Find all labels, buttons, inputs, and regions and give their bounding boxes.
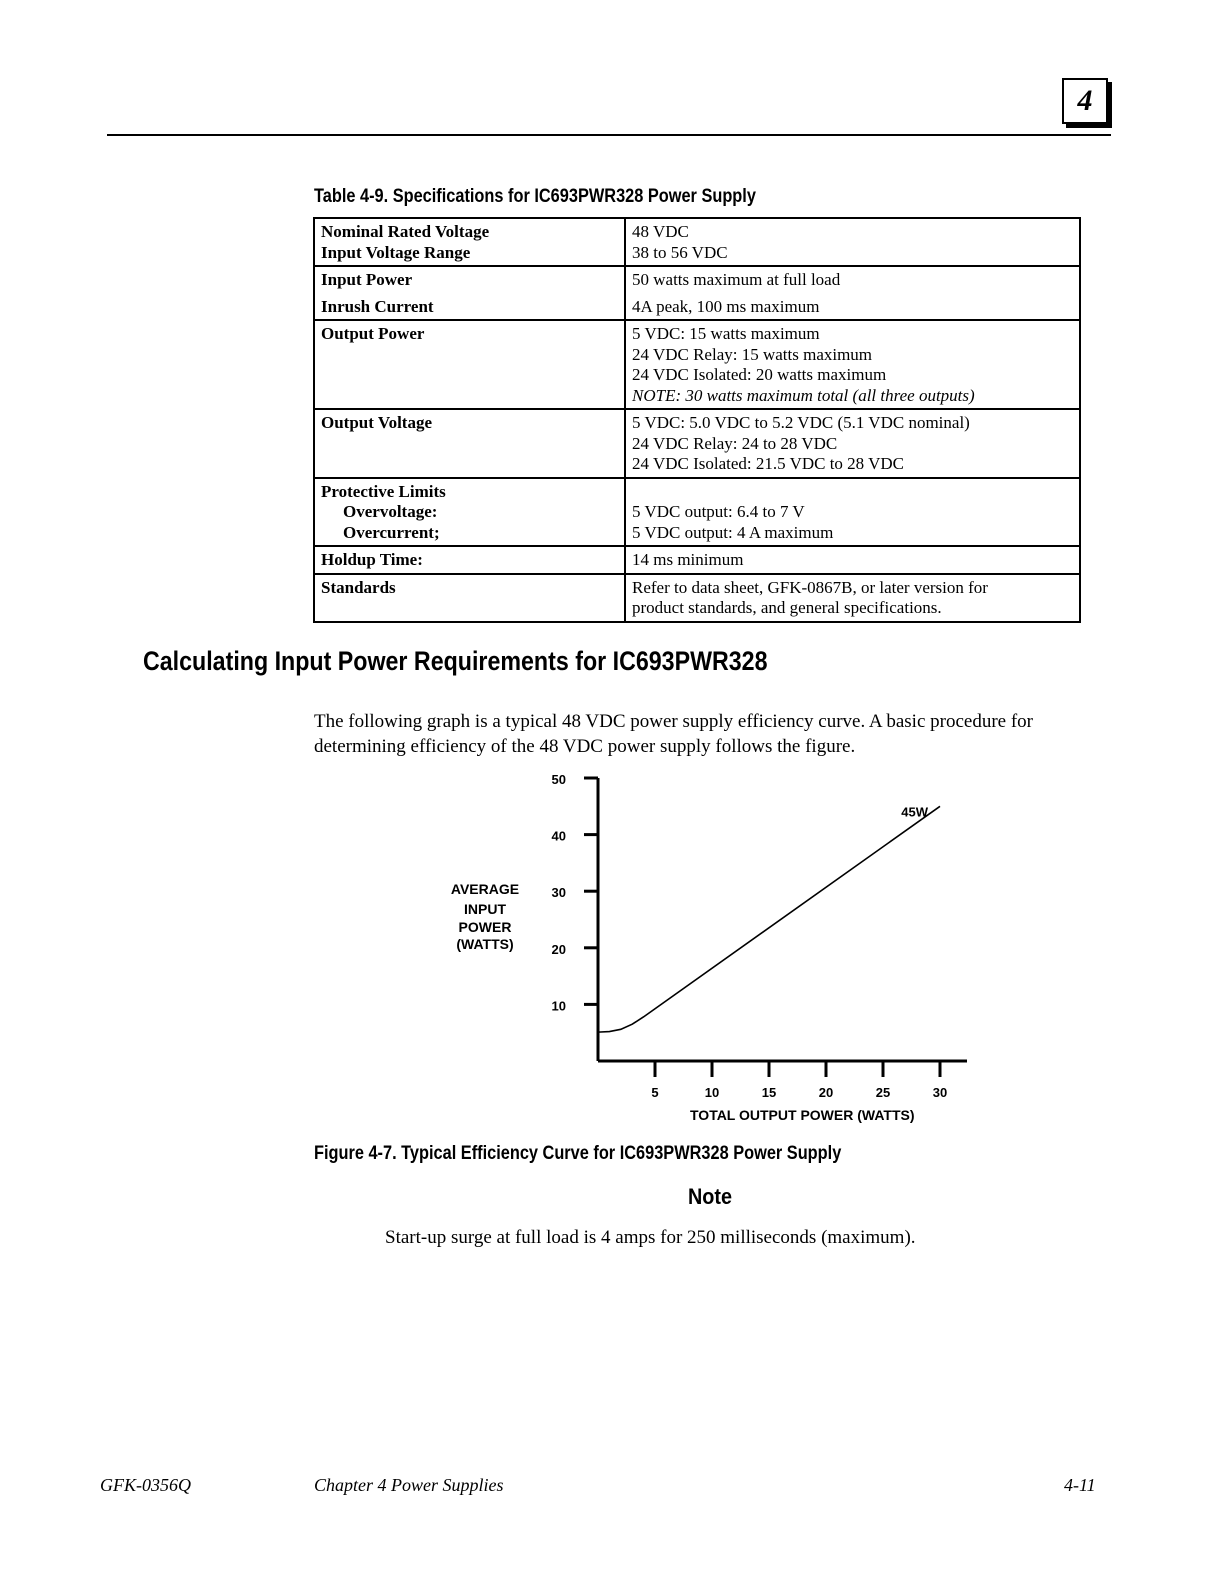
y-tick-label: 30 <box>551 885 566 901</box>
intro-paragraph: The following graph is a typical 48 VDC power supply efficiency curve. A basic procedure for determining efficiency of the 48 VDC power supply follows the figure. <box>314 711 1033 757</box>
table-row <box>314 409 1080 478</box>
y-axis-label-line: POWER <box>458 919 512 935</box>
x-tick-label: 30 <box>932 1085 948 1100</box>
y-tick-label: 20 <box>551 941 566 957</box>
value-line: 5 VDC: 15 watts maximum <box>632 324 820 343</box>
value-line: 24 VDC Isolated: 20 watts maximum <box>632 365 887 384</box>
label-holdup-time: Holdup Time: <box>321 550 423 569</box>
table-row <box>314 320 1080 409</box>
x-tick-label: 15 <box>761 1085 777 1100</box>
row-value <box>625 574 1080 622</box>
y-tick-label: 40 <box>551 828 566 844</box>
value-line: 38 to 56 VDC <box>632 242 728 262</box>
label-input-voltage-range: Input Voltage Range <box>321 242 471 262</box>
value-line: 24 VDC Relay: 24 to 28 VDC <box>632 433 838 453</box>
y-tick-label: 50 <box>551 772 566 787</box>
label-overvoltage: Overvoltage: <box>343 502 438 521</box>
table-row <box>314 478 1080 547</box>
row-label <box>314 478 625 547</box>
section-heading: Calculating Input Power Requirements for IC693PWR328 <box>143 646 768 676</box>
chapter-number: 4 <box>1077 84 1093 117</box>
chapter-number-tab <box>1062 78 1108 124</box>
x-tick-label: 10 <box>704 1085 720 1100</box>
y-axis-label-line: AVERAGE <box>450 881 520 897</box>
table-row <box>314 546 1080 574</box>
row-value <box>625 218 1080 266</box>
value-line: 5 VDC: 5.0 VDC to 5.2 VDC (5.1 VDC nominal) <box>632 413 970 432</box>
table-row <box>314 218 1080 266</box>
row-value <box>625 409 1080 478</box>
row-label <box>314 320 625 409</box>
table-row <box>314 266 1080 320</box>
value-line: 24 VDC Relay: 15 watts maximum <box>632 344 873 364</box>
row-value <box>625 320 1080 409</box>
footer-chapter: Chapter 4 Power Supplies <box>314 1475 504 1495</box>
row-value <box>625 546 1080 574</box>
footer-doc-id: GFK-0356Q <box>100 1475 191 1495</box>
value-line: 14 ms minimum <box>632 550 744 569</box>
value-line: 5 VDC output: 4 A maximum <box>632 522 834 542</box>
y-axis-label-line: INPUT <box>464 901 506 917</box>
row-label <box>314 574 625 622</box>
table-row <box>314 574 1080 622</box>
label-output-power: Output Power <box>321 324 425 343</box>
row-label <box>314 218 625 266</box>
row-label <box>314 266 625 320</box>
table-caption: Table 4-9. Specifications for IC693PWR328 Power Supply <box>314 186 756 207</box>
label-inrush-current: Inrush Current <box>321 296 434 316</box>
value-line: 4A peak, 100 ms maximum <box>632 296 820 316</box>
value-line: Refer to data sheet, GFK-0867B, or later version for <box>632 577 988 597</box>
header-rule <box>107 134 1111 136</box>
label-overcurrent: Overcurrent; <box>343 522 440 542</box>
series-line <box>598 806 940 1032</box>
value-line: 24 VDC Isolated: 21.5 VDC to 28 VDC <box>632 454 905 473</box>
footer-page-number: 4-11 <box>1064 1475 1096 1495</box>
value-line: product standards, and general specifications. <box>632 598 942 617</box>
label-standards: Standards <box>321 577 396 597</box>
label-output-voltage: Output Voltage <box>321 413 432 432</box>
value-note: NOTE: 30 watts maximum total (all three outputs) <box>632 385 975 405</box>
efficiency-chart <box>440 770 1000 1130</box>
x-tick-label: 25 <box>875 1085 891 1100</box>
row-value <box>625 266 1080 320</box>
value-line: 48 VDC <box>632 222 689 241</box>
y-axis-label-line: (WATTS) <box>456 936 514 952</box>
value-line: 50 watts maximum at full load <box>632 270 841 289</box>
label-nominal-voltage: Nominal Rated Voltage <box>321 222 490 241</box>
row-label <box>314 409 625 478</box>
note-heading: Note <box>688 1184 733 1209</box>
figure-caption: Figure 4-7. Typical Efficiency Curve for IC693PWR328 Power Supply <box>314 1143 842 1164</box>
label-input-power: Input Power <box>321 270 413 289</box>
x-axis-label: TOTAL OUTPUT POWER (WATTS) <box>690 1107 915 1123</box>
x-tick-label: 20 <box>818 1085 834 1100</box>
row-value <box>625 478 1080 547</box>
label-protective-limits: Protective Limits <box>321 481 446 501</box>
x-tick-label: 5 <box>651 1085 659 1100</box>
series-label: 45W <box>901 804 928 820</box>
note-text: Start-up surge at full load is 4 amps for 250 milliseconds (maximum). <box>385 1227 916 1248</box>
value-line: 5 VDC output: 6.4 to 7 V <box>632 502 805 521</box>
spec-table <box>313 217 1081 623</box>
row-label <box>314 546 625 574</box>
y-tick-label: 10 <box>551 998 566 1014</box>
